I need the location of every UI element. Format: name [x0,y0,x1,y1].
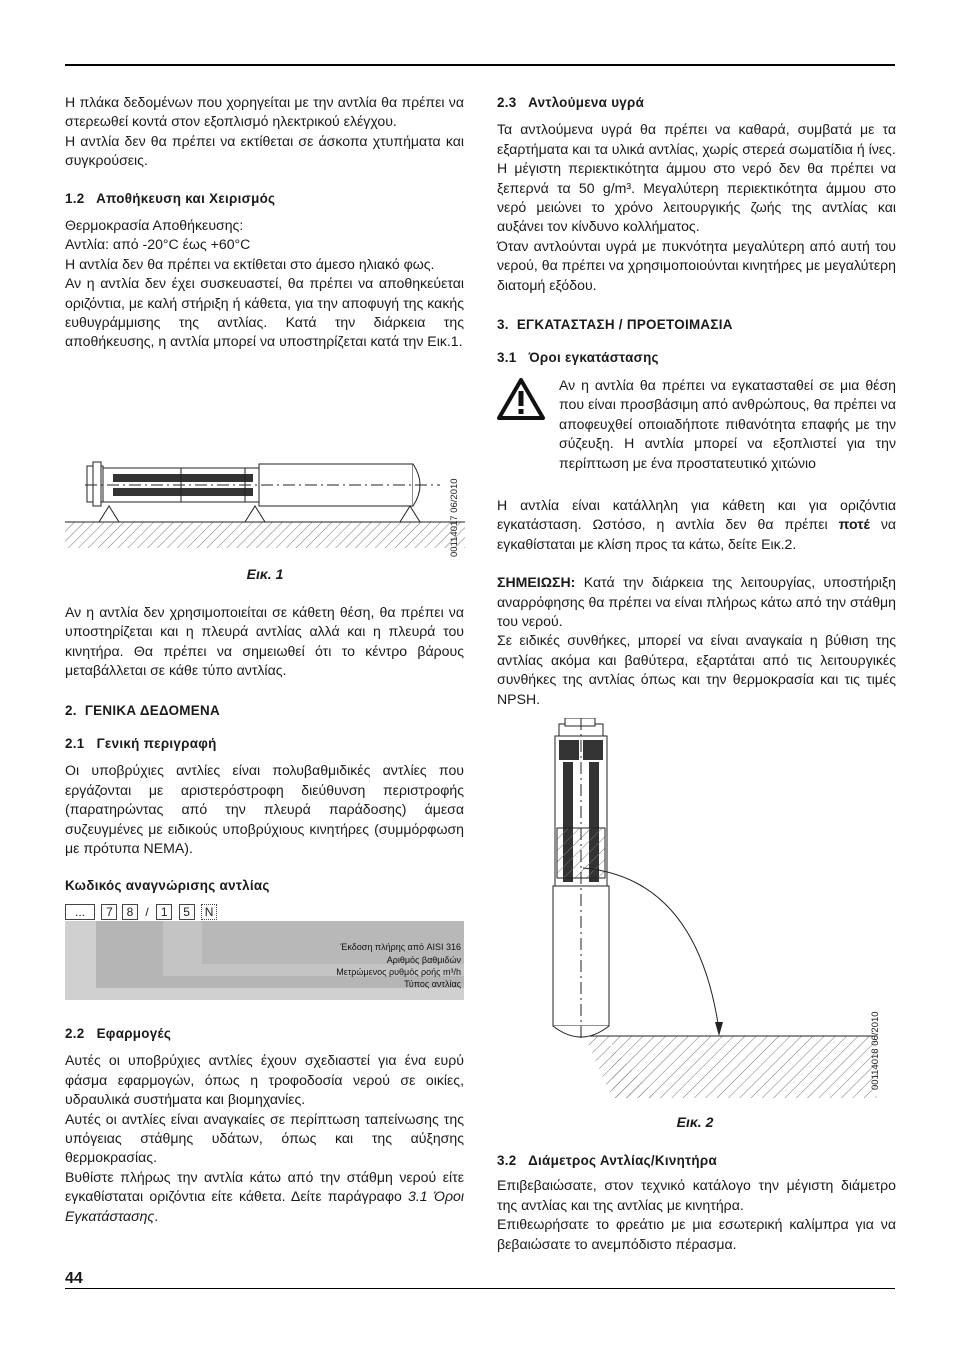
right-column-bottom [497,1151,896,1254]
section-reference: 3.1 Όροι Εγκατάστασης [65,1188,464,1224]
vertical-pump-drawing [497,718,897,1098]
storage-temp-range: Αντλία: από -20°C έως +60°C [65,236,251,253]
section-number: 3.1 [497,350,517,366]
code-box-digit: 7 [101,904,117,920]
applications-paragraph-2: Αυτές οι αντλίες είναι αναγκαίες σε περίπτωση ταπείνωσης της υπόγειας στάθμης υδάτων, όπως και της αύξησης θερμοκρασίας. [65,1110,464,1166]
diameter-paragraph-2: Επιθεωρήσατε το φρεάτιο με μια εσωτερική καλίμπρα για να βεβαιώσατε το ανεμπόδιστο πέρασμα. [497,1216,896,1252]
code-label-version: Έκδοση πλήρης από AISI 316 [340,942,461,952]
section-number: 2. [65,702,77,718]
section-2-heading [65,701,464,720]
section-3-1-heading [497,348,896,367]
section-number: 2.3 [497,95,517,110]
figure-1-caption: Εικ. 1 [246,566,284,582]
pump-code-diagram [65,902,464,1000]
page-number: 44 [65,1270,83,1287]
applications-paragraph-1: Αυτές οι υποβρύχιες αντλίες έχουν σχεδιαστεί για ένα ευρύ φάσμα εφαρμογών, όπως η τροφοδοσία νερού σε οικίες, υδραυλικά συστήματα και βιομηχανίες. [65,1052,464,1108]
left-column-lower [65,603,464,896]
figure-1 [65,452,470,552]
code-box-digit: 5 [179,904,195,920]
top-rule [65,64,895,66]
pump-code-heading: Κωδικός αναγνώρισης αντλίας [65,878,270,894]
section-number: 1.2 [65,190,85,206]
code-box-digit: 8 [122,904,138,920]
note-label: ΣΗΜΕΙΩΣΗ: [497,574,576,591]
right-column [497,93,896,709]
section-title: Γενική περιγραφή [96,736,217,752]
storage-paragraph-1: Η αντλία δεν θα πρέπει να εκτίθεται στο άμεσο ηλιακό φως. [65,255,435,272]
section-title: Εφαρμογές [96,1026,172,1041]
figure-2 [497,718,897,1098]
section-title: Αντλούμενα υγρά [528,95,645,110]
warning-text: Αν η αντλία θα πρέπει να εγκατασταθεί σε μια θέση που είναι προσβάσιμη από ανθρώπους, θα πρέπει να αποφευχθεί οποιαδήποτε πιθανότητα επαφής με την σύζευξη. Η αντλία μπορεί να εξοπλιστεί για την περίπτωση με ένα προστατευτικό χιτώνιο [559,376,896,471]
code-separator: / [145,905,149,919]
section-3-heading [497,315,896,334]
diameter-paragraph-1: Επιβεβαιώσατε, στον τεχνικό κατάλογο την μέγιστη διάμετρο της αντλίας και της αντλίας με κινητήρα. [497,1177,896,1213]
after-figure-1-paragraph: Αν η αντλία δεν χρησιμοποιείται σε κάθετη θέση, θα πρέπει να υποστηρίζεται και η πλευρά αντλίας αλλά και η πλευρά του κινητήρα. Θα πρέπει να σημειωθεί ότι το κέντρο βάρους μεταβάλλεται σε κάθε τύπο αντλίας. [65,604,464,679]
intro-paragraph-1: Η πλάκα δεδομένων που χορηγείται με την αντλία θα πρέπει να στερεωθεί κοντά στον εξοπλισμό ηλεκτρικού ελέγχου. [65,94,464,130]
note-paragraph: ΣΗΜΕΙΩΣΗ: Κατά την διάρκεια της λειτουργίας, υποστήριξη αναρρόφησης θα πρέπει να είναι πλήρως κάτω από την στάθμη του νερού. [497,574,896,629]
general-description-paragraph: Οι υποβρύχιες αντλίες είναι πολυβαθμιδικές αντλίες που εργάζονται με αριστερόστροφη διεύθυνση περιστροφής (παρατηρώντας από την πλευρά παράδοσης) άμεσα συζευγμένες με ειδικούς υποβρύχιους κινητήρες (συμμόρφωση με πρότυπα NEMA). [65,762,464,857]
section-title: ΓΕΝΙΚΑ ΔΕΔΟΜΕΝΑ [84,702,220,718]
section-title: ΕΓΚΑΤΑΣΤΑΣΗ / ΠΡΟΕΤΟΙΜΑΣΙΑ [516,317,733,333]
code-label-stages: Αριθμός βαθμιδών [386,955,461,965]
note-paragraph-2: Σε ειδικές συνθήκες, μπορεί να είναι αναγκαία η βύθιση της αντλίας ακόμα και βαθύτερα, εξαρτάται από τις λειτουργικές συνθήκες της αντλίας όπως και την θερμοκρασία και τις τιμές NPSH. [497,632,896,707]
figure-2-code: 00114018 06/2010 [870,1011,881,1090]
left-column [65,93,464,352]
section-number: 2.1 [65,736,85,752]
intro-paragraph-2: Η αντλία δεν θα πρέπει να εκτίθεται σε άσκοπα χτυπήματα και συγκρούσεις. [65,132,464,169]
section-number: 3. [497,317,509,333]
code-label-type: Τύπος αντλίας [404,979,461,989]
section-2-3-heading [497,93,896,112]
liquids-paragraph-3: Όταν αντλούνται υγρά με πυκνότητα μεγαλύτερη από αυτή του νερού, θα πρέπει να χρησιμοποιούνται κινητήρες με μεγαλύτερη διατομή εξόδου. [497,237,896,293]
liquids-paragraph-1: Τα αντλούμενα υγρά θα πρέπει να καθαρά, συμβατά με τα εξαρτήματα και τα υλικά αντλίας, χωρίς στερεά σωματίδια ή ίνες. [497,121,896,157]
section-number: 2.2 [65,1026,85,1041]
section-3-2-heading [497,1151,896,1170]
section-2-2-heading [65,1024,464,1043]
section-2-1-heading [65,734,464,753]
section-title: Όροι εγκατάστασης [528,350,659,366]
applications-paragraph-3: Βυθίστε πλήρως την αντλία κάτω από την στάθμη νερού είτε εγκαθίσταται οριζόντια είτε κάθετα. Δείτε παράγραφο 3.1 Όροι Εγκατάστασης. [65,1168,464,1224]
warning-block [497,378,896,494]
code-box-type: ... [65,904,95,920]
section-title: Αποθήκευση και Χειρισμός [96,190,276,206]
liquids-paragraph-2: Η μέγιστη περιεκτικότητα άμμου στο νερό δεν θα πρέπει να ξεπερνά τα 50 g/m³. Μεγαλύτερη περιεκτικότητα άμμου στο νερό μειώνει το χρόνο λειτουργικής ζωής της αντλίας και αυξάνει τον κίνδυνο κολλήματος. [497,160,896,235]
code-box-digit: 1 [156,904,172,920]
emphasis-never: ποτέ [838,516,870,533]
storage-temp-label: Θερμοκρασία Αποθήκευσης: [65,217,244,234]
section-number: 3.2 [497,1153,517,1168]
installation-paragraph: Η αντλία είναι κατάλληλη για κάθετη και για οριζόντια εγκατάσταση. Ωστόσο, η αντλία δεν θα πρέπει ποτέ να εγκαθίσταται με κλίση προς τα κάτω, δείτε Εικ.2. [497,496,897,552]
bottom-rule [65,1288,895,1289]
figure-2-caption: Εικ. 2 [676,1114,714,1130]
figure-1-code: 00114017 06/2010 [449,478,460,557]
code-box-version: N [201,904,217,920]
code-label-flow: Μετρώμενος ρυθμός ροής m³/h [336,967,461,977]
horizontal-pump-drawing [65,452,470,552]
section-1-2-heading [65,189,464,208]
section-title: Διάμετρος Αντλίας/Κινητήρα [528,1153,718,1168]
storage-paragraph-2: Αν η αντλία δεν έχει συσκευαστεί, θα πρέπει να αποθηκεύεται οριζόντια, με καλή στήριξη ή κάθετα, για την αποφυγή της κακής ευθυγράμμισης της αντλίας. Κατά την διάρκεια της αποθήκευσης, η αντλία μπορεί να υποστηρίζεται κατά την Εικ.1. [65,275,464,350]
warning-icon [497,378,545,420]
left-column-bottom [65,1024,464,1226]
